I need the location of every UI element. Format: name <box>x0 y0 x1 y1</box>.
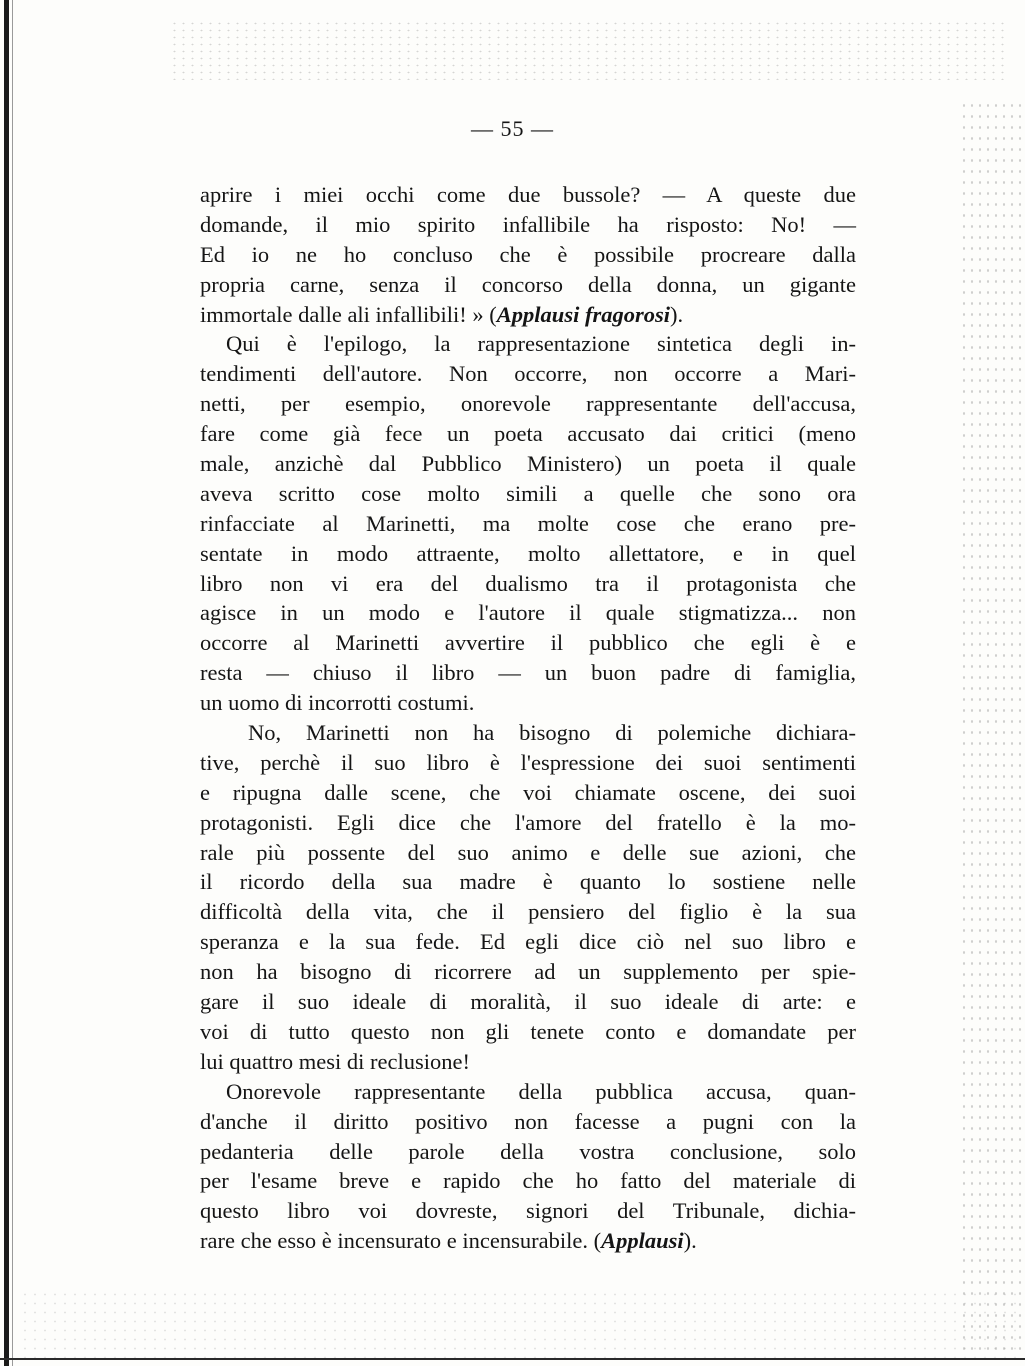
text-line-content: rinfacciate al Marinetti, ma molte cose che erano pre- <box>200 510 856 536</box>
paragraph <box>200 1077 856 1256</box>
paragraph <box>200 718 856 1077</box>
text-line <box>200 927 856 957</box>
text-line <box>200 1017 856 1047</box>
stage-direction: Applausi <box>601 1228 684 1254</box>
text-line <box>200 449 856 479</box>
text-line-content: domande, il mio spirito infallibile ha risposto: No! — <box>200 211 856 237</box>
text-line-content: agisce in un modo e l'autore il quale stigmatizza... non <box>200 600 856 626</box>
text-line <box>200 867 856 897</box>
text-line-content: un uomo di incorrotti costumi. <box>200 690 475 716</box>
text-line <box>200 838 856 868</box>
text-line-content: d'anche il diritto positivo non facesse a pugni con la <box>200 1108 856 1134</box>
text-line-content: rare che esso è incensurato e incensurabile. <box>200 1228 588 1254</box>
text-line-content: questo libro voi dovreste, signori del Tribunale, dichia- <box>200 1198 856 1224</box>
paragraph <box>200 329 856 718</box>
text-line-content: resta — chiuso il libro — un buon padre di famiglia, <box>200 660 856 686</box>
text-line <box>200 778 856 808</box>
text-line <box>200 897 856 927</box>
scan-bottom-edge <box>0 1358 1025 1360</box>
text-line-content: difficoltà della vita, che il pensiero del figlio è la sua <box>200 899 856 925</box>
text-line-content: gare il suo ideale di moralità, il suo ideale di arte: e <box>200 989 856 1015</box>
text-line <box>200 270 856 300</box>
text-line <box>200 1107 856 1137</box>
text-line <box>200 808 856 838</box>
text-line-content: occorre al Marinetti avvertire il pubblico che egli è e <box>200 630 856 656</box>
paragraph <box>200 180 856 329</box>
text-line-content: immortale dalle ali infallibili! » <box>200 301 484 327</box>
text-line-content: voi di tutto questo non gli tenete conto e domandate per <box>200 1018 856 1044</box>
text-line <box>200 210 856 240</box>
paren-open: ( <box>483 301 497 327</box>
text-line <box>200 1226 856 1256</box>
text-line-content: protagonisti. Egli dice che l'amore del fratello è la mo- <box>200 809 856 835</box>
text-line <box>200 509 856 539</box>
text-line <box>200 688 856 718</box>
stage-direction: Applausi fragorosi <box>496 301 670 327</box>
paren-close: ). <box>669 301 684 327</box>
text-line-content: male, anzichè dal Pubblico Ministero) un poeta il quale <box>200 451 856 477</box>
text-line-content: pedanteria delle parole della vostra conclusione, solo <box>200 1138 856 1164</box>
text-line <box>200 419 856 449</box>
paren-open: ( <box>587 1228 602 1254</box>
text-line-content: propria carne, senza il concorso della donna, un gigante <box>200 271 856 297</box>
body-text <box>200 180 856 1256</box>
text-line <box>200 539 856 569</box>
text-line-content: lui quattro mesi di reclusione! <box>200 1048 470 1074</box>
text-line-content: netti, per esempio, onorevole rappresentante dell'accusa, <box>200 391 856 417</box>
text-line-content: fare come già fece un poeta accusato dai critici (meno <box>200 421 856 447</box>
text-line-content: Ed io ne ho concluso che è possibile procreare dalla <box>200 241 856 267</box>
text-line <box>200 658 856 688</box>
text-line-content: No, Marinetti non ha bisogno di polemiche dichiara- <box>248 720 856 746</box>
text-line <box>200 1137 856 1167</box>
text-line <box>200 957 856 987</box>
text-line <box>200 628 856 658</box>
scan-left-edge <box>4 0 9 1366</box>
text-line <box>200 479 856 509</box>
paren-close: ). <box>683 1228 697 1254</box>
text-line <box>200 1166 856 1196</box>
text-line <box>200 718 856 748</box>
text-line-content: il ricordo della sua madre è quanto lo sostiene nelle <box>200 869 856 895</box>
text-line-content: Qui è l'epilogo, la rappresentazione sintetica degli in- <box>226 331 856 357</box>
text-line-content: tive, perchè il suo libro è l'espressione dei suoi sentimenti <box>200 749 856 775</box>
text-line-content: rale più possente del suo animo e delle sue azioni, che <box>200 839 856 865</box>
text-line <box>200 240 856 270</box>
text-line <box>200 300 856 330</box>
text-line <box>200 1196 856 1226</box>
text-line <box>200 748 856 778</box>
scan-noise-top <box>170 20 1010 80</box>
text-line <box>200 329 856 359</box>
scan-left-edge-shadow <box>12 0 13 1366</box>
page-number: — 55 — <box>471 116 554 141</box>
text-line <box>200 1047 856 1077</box>
text-line-content: libro non vi era del dualismo tra il protagonista che <box>200 570 856 596</box>
text-line <box>200 389 856 419</box>
text-line <box>200 569 856 599</box>
text-line-content: per l'esame breve e rapido che ho fatto del materiale di <box>200 1168 856 1194</box>
scan-noise-bottom <box>20 1290 1020 1358</box>
text-line <box>200 180 856 210</box>
text-line-content: aveva scritto cose molto simili a quelle che sono ora <box>200 480 856 506</box>
text-line <box>200 598 856 628</box>
text-line-content: e ripugna dalle scene, che voi chiamate oscene, dei suoi <box>200 779 856 805</box>
text-line-content: speranza e la sua fede. Ed egli dice ciò nel suo libro e <box>200 929 856 955</box>
text-line-content: aprire i miei occhi come due bussole? — A queste due <box>200 182 856 207</box>
text-line <box>200 987 856 1017</box>
text-line-content: non ha bisogno di ricorrere ad un supplemento per spie- <box>200 959 856 985</box>
text-line <box>200 359 856 389</box>
text-line-content: tendimenti dell'autore. Non occorre, non occorre a Mari- <box>200 361 856 387</box>
text-line-content: Onorevole rappresentante della pubblica accusa, quan- <box>226 1078 856 1104</box>
text-line <box>200 1077 856 1107</box>
scan-noise-right <box>960 100 1025 1350</box>
text-line-content: sentate in modo attraente, molto allettatore, e in quel <box>200 540 856 566</box>
